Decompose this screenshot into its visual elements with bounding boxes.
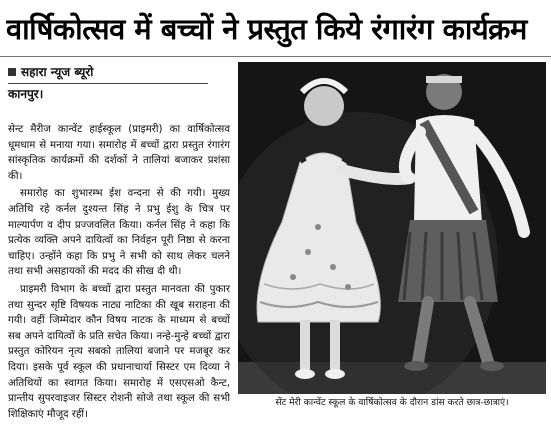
dancers-illustration <box>238 62 546 394</box>
paragraph-1: सेन्ट मैरीज कान्वेंट हाईस्कूल (प्राइमरी) का वार्षिकोत्सव धूमधाम से मनाया गया। समारोह में बच्चों द्वारा प्रस्तुत रंगारंग सांस्कृतिक कार्यक्रमों की दर्शकों ने तालियां बजाकर प्रशंसा की। <box>8 124 230 182</box>
byline-rule <box>8 83 208 84</box>
byline-agency <box>8 64 230 80</box>
agency-name: सहारा न्यूज ब्यूरो <box>21 65 94 79</box>
headline: वार्षिकोत्सव में बच्चों ने प्रस्तुत किये रंगारंग कार्यक्रम <box>6 12 527 46</box>
article-photo <box>238 62 546 394</box>
dateline-city: कानपुर। <box>8 87 44 101</box>
byline <box>8 64 230 102</box>
paragraph-3: प्राइमरी विभाग के बच्चों द्वारा प्रस्तुत मानवता की पुकार तथा सुन्दर सृष्टि विषयक नाट्य नाटिका की खूब सराहना की गयी। वहीं जिम्मेदार कौन विषय नाटक के माध्यम से बच्चों सब अपने दायित्वों के प्रति सचेत किया। नन्हे-मुन्हे बच्चों द्वारा प्रस्तुत कोरियन नृत्य सबको तालियां बजाने पर मजबूर कर दिया। इसके पूर्व स्कूल की प्रधानाचार्या सिस्टर एम दिव्या ने अतिथियों का स्वागत किया। समारोह में एसएसओ कैन्ट, प्रान्तीय सुपरवाइजर सिस्टर रोशनी सोजे तथा स्कूल की सभी शिक्षिकाएं मौजूद रहीं। <box>8 283 230 420</box>
paragraph-2: समारोह का शुभारम्भ ईश वन्दना से की गयी। मुख्य अतिथि रहे कर्नल दुश्यन्त सिंह ने प्रभु ईशु के चित्र पर माल्यार्पण व दीप प्रज्जवलित किया। कर्नल सिंह ने कहा कि प्रत्येक व्यक्ति अपने दायित्वों का निर्वहन पूरी निष्ठा से करना चाहिए। उन्होंने कहा कि प्रभु ने सभी को साथ लेकर चलने तथा सभी असहायकों की मदद की सीख दी थी। <box>8 188 230 278</box>
bullet-square-icon <box>8 68 16 76</box>
headline-divider <box>0 56 551 57</box>
photo-caption: सेंट मेरी कान्वेंट स्कूल के वार्षिकोत्सव के दौरान डांस करते छात्र-छात्राएं। <box>275 397 509 408</box>
article-body <box>8 122 230 424</box>
